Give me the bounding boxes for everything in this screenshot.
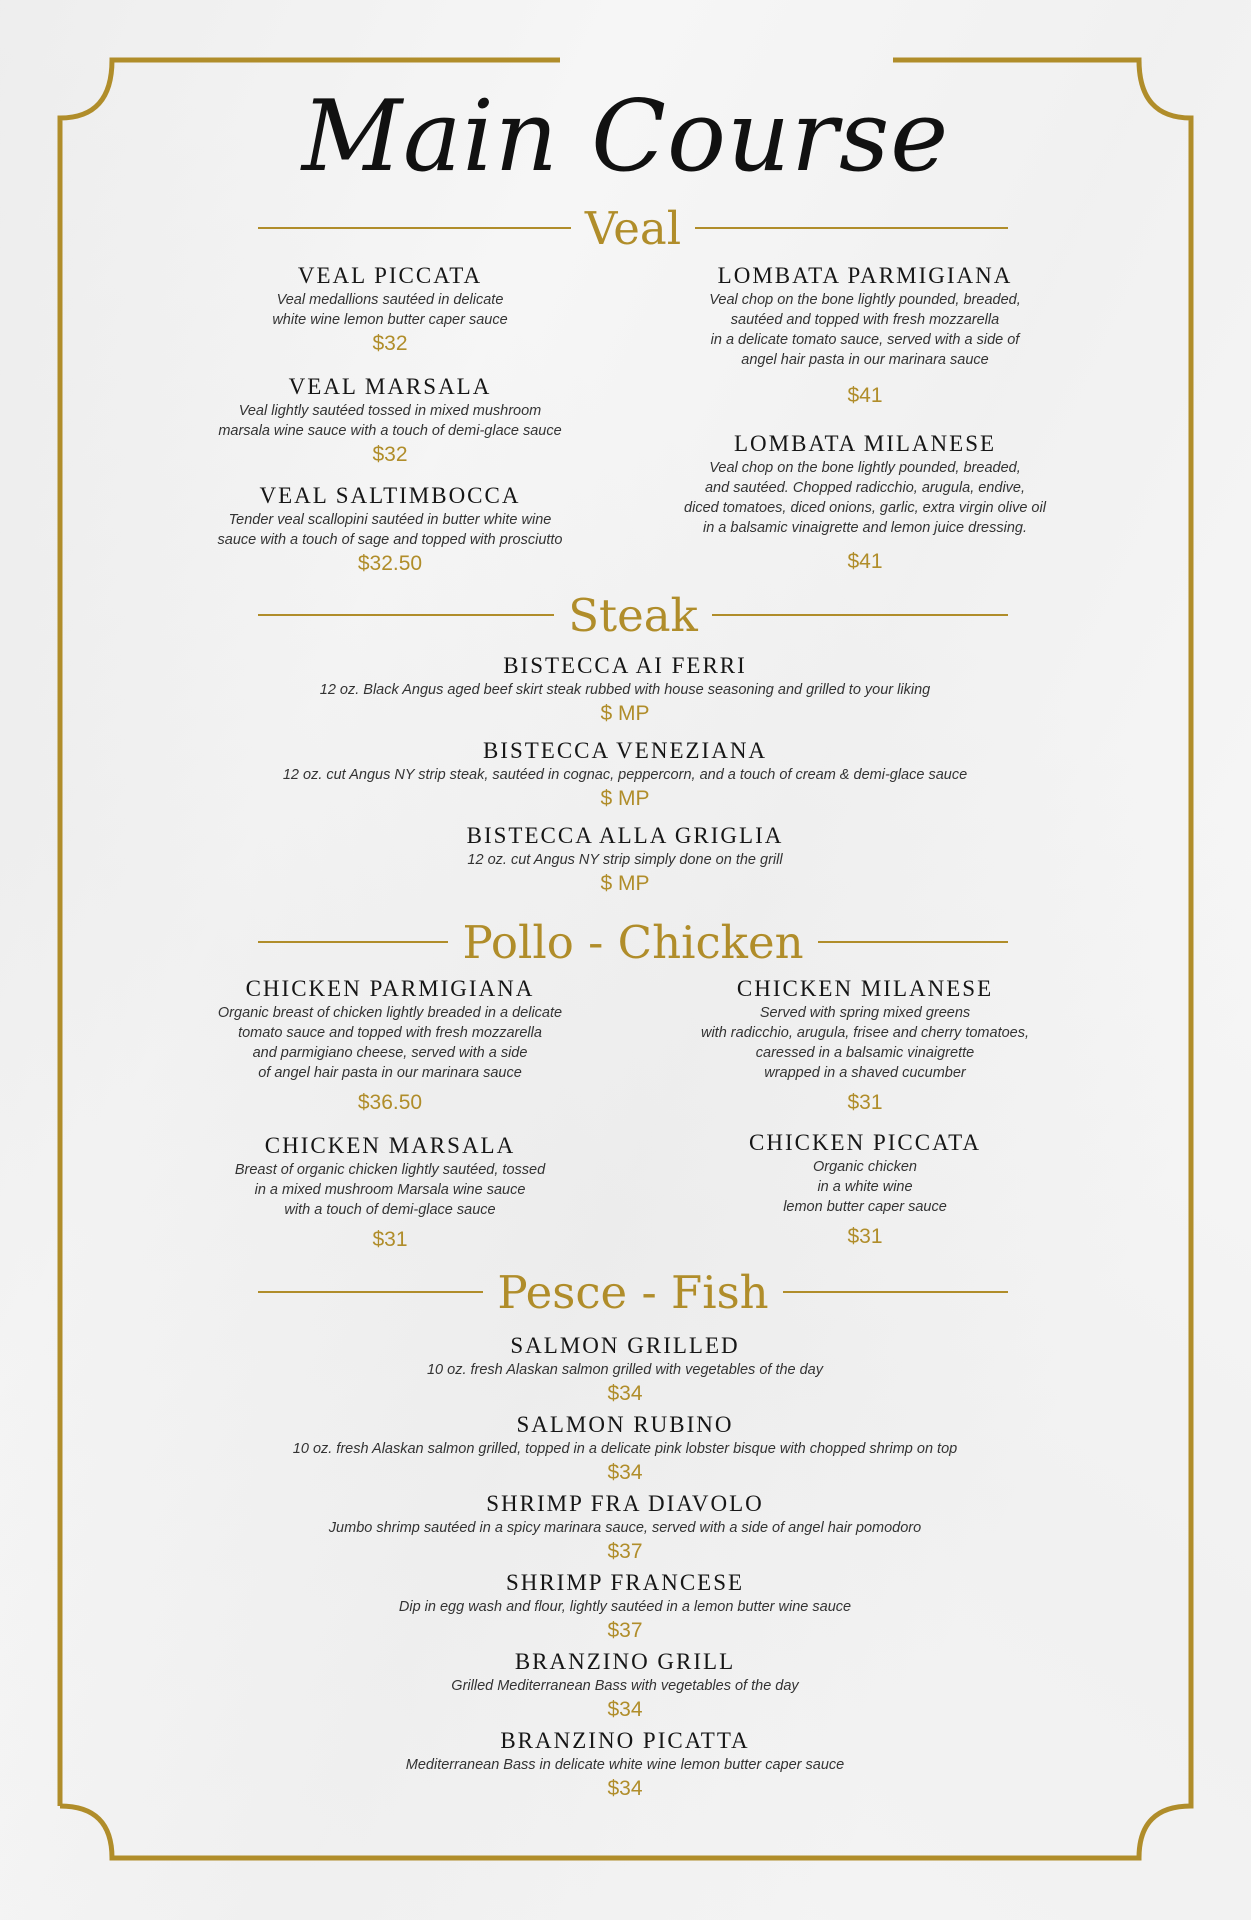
item-desc: and sautéed. Chopped radicchio, arugula, endive,	[704, 480, 1026, 496]
item-desc: 12 oz. cut Angus NY strip simply done on the grill	[467, 852, 783, 868]
item-desc: white wine lemon butter caper sauce	[272, 312, 508, 328]
item-desc: 10 oz. fresh Alaskan salmon grilled, topped in a delicate pink lobster bisque with chopped shrimp on top	[292, 1441, 958, 1457]
item-desc: in a balsamic vinaigrette and lemon juice dressing.	[702, 520, 1027, 536]
item-desc: with radicchio, arugula, frisee and cherry tomatoes,	[700, 1025, 1030, 1041]
item-name: SALMON RUBINO	[516, 1412, 734, 1437]
item-name: VEAL MARSALA	[288, 374, 492, 399]
divider	[258, 1291, 483, 1293]
item-price: $ MP	[600, 787, 650, 810]
menu-item-lombata-milanese	[660, 430, 1070, 576]
item-desc: Breast of organic chicken lightly sautéed, tossed	[234, 1162, 546, 1178]
item-desc: Veal chop on the bone lightly pounded, breaded,	[709, 292, 1021, 308]
item-name: LOMBATA MILANESE	[733, 431, 997, 456]
menu-item-bistecca-veneziana	[200, 737, 1050, 813]
item-name: CHICKEN PICCATA	[749, 1130, 981, 1155]
item-price: $ MP	[600, 872, 650, 895]
menu-item-bistecca-alla-griglia	[200, 822, 1050, 898]
section-header-fish	[258, 1267, 1008, 1317]
item-desc: Veal medallions sautéed in delicate	[276, 292, 504, 308]
divider	[818, 941, 1008, 943]
item-desc: in a white wine	[817, 1179, 913, 1195]
item-name: SHRIMP FRA DIAVOLO	[486, 1491, 764, 1516]
item-desc: Jumbo shrimp sautéed in a spicy marinara sauce, served with a side of angel hair pomodoro	[328, 1520, 922, 1536]
item-name: VEAL SALTIMBOCCA	[259, 483, 521, 508]
section-header-veal	[258, 203, 1008, 253]
menu-item-chicken-marsala	[200, 1132, 580, 1254]
item-desc: sauce with a touch of sage and topped with prosciutto	[217, 532, 563, 548]
item-desc: Organic breast of chicken lightly breaded in a delicate	[217, 1005, 563, 1021]
page-title: Main Course	[301, 80, 950, 194]
item-desc: diced tomatoes, diced onions, garlic, extra virgin olive oil	[684, 500, 1046, 516]
item-desc: wrapped in a shaved cucumber	[764, 1065, 966, 1081]
menu-item-shrimp-fra-diavolo	[200, 1490, 1050, 1566]
item-desc: in a delicate tomato sauce, served with a side of	[710, 332, 1020, 348]
item-price: $34	[607, 1777, 643, 1800]
item-price: $36.50	[357, 1091, 423, 1114]
menu-item-salmon-grilled	[200, 1332, 1050, 1408]
menu-item-veal-saltimbocca	[200, 482, 580, 578]
item-desc: Veal lightly sautéed tossed in mixed mushroom	[238, 403, 542, 419]
menu-item-branzino-picatta	[200, 1727, 1050, 1803]
item-desc: Mediterranean Bass in delicate white wine lemon butter caper sauce	[405, 1757, 845, 1773]
menu-item-chicken-milanese	[660, 975, 1070, 1117]
item-price: $32	[372, 443, 408, 466]
item-name: VEAL PICCATA	[297, 263, 483, 288]
section-title: Steak	[568, 588, 698, 642]
item-desc: of angel hair pasta in our marinara sauce	[258, 1065, 522, 1081]
item-name: LOMBATA PARMIGIANA	[717, 263, 1013, 288]
item-price: $41	[847, 384, 883, 407]
divider	[258, 941, 448, 943]
item-name: CHICKEN PARMIGIANA	[245, 976, 535, 1001]
item-desc: in a mixed mushroom Marsala wine sauce	[254, 1182, 526, 1198]
item-name: BRANZINO GRILL	[514, 1649, 736, 1674]
item-price: $41	[847, 550, 883, 573]
item-name: BISTECCA ALLA GRIGLIA	[466, 823, 784, 848]
item-price: $37	[607, 1540, 643, 1563]
item-desc: 10 oz. fresh Alaskan salmon grilled with vegetables of the day	[426, 1362, 824, 1378]
item-desc: Grilled Mediterranean Bass with vegetables of the day	[451, 1678, 799, 1694]
menu-item-veal-piccata	[200, 262, 580, 358]
item-desc: 12 oz. cut Angus NY strip steak, sautéed in cognac, peppercorn, and a touch of cream & demi-glace sauce	[282, 767, 968, 783]
item-desc: Dip in egg wash and flour, lightly sautéed in a lemon butter wine sauce	[398, 1599, 852, 1615]
item-name: CHICKEN MILANESE	[736, 976, 994, 1001]
item-price: $31	[372, 1228, 408, 1251]
section-title: Veal	[584, 201, 682, 255]
menu-item-bistecca-ai-ferri	[200, 652, 1050, 728]
item-desc: and parmigiano cheese, served with a side	[252, 1045, 528, 1061]
divider	[712, 614, 1008, 616]
item-price: $34	[607, 1382, 643, 1405]
item-name: BISTECCA VENEZIANA	[482, 738, 768, 763]
item-desc: 12 oz. Black Angus aged beef skirt steak rubbed with house seasoning and grilled to your liking	[319, 682, 931, 698]
item-price: $31	[847, 1225, 883, 1248]
item-price: $32.50	[357, 552, 423, 575]
menu-item-veal-marsala	[200, 373, 580, 469]
menu-item-branzino-grill	[200, 1648, 1050, 1724]
item-desc: Organic chicken	[813, 1159, 917, 1175]
section-header-steak	[258, 590, 1008, 640]
item-price: $31	[847, 1091, 883, 1114]
section-title: Pesce - Fish	[497, 1265, 769, 1319]
menu-item-salmon-rubino	[200, 1411, 1050, 1487]
item-name: SALMON GRILLED	[510, 1333, 740, 1358]
item-desc: Served with spring mixed greens	[759, 1005, 971, 1021]
section-header-chicken	[258, 917, 1008, 967]
divider	[258, 614, 554, 616]
item-name: BRANZINO PICATTA	[500, 1728, 750, 1753]
item-desc: Veal chop on the bone lightly pounded, breaded,	[709, 460, 1021, 476]
item-desc: angel hair pasta in our marinara sauce	[741, 352, 989, 368]
item-desc: tomato sauce and topped with fresh mozzarella	[238, 1025, 542, 1041]
item-name: BISTECCA AI FERRI	[503, 653, 747, 678]
item-price: $37	[607, 1619, 643, 1642]
divider	[783, 1291, 1008, 1293]
divider	[695, 227, 1008, 229]
item-price: $34	[607, 1698, 643, 1721]
menu-item-chicken-parmigiana	[200, 975, 580, 1117]
item-name: SHRIMP FRANCESE	[505, 1570, 745, 1595]
item-price: $34	[607, 1461, 643, 1484]
item-name: CHICKEN MARSALA	[264, 1133, 516, 1158]
item-price: $ MP	[600, 702, 650, 725]
section-title: Pollo - Chicken	[462, 915, 804, 969]
item-desc: marsala wine sauce with a touch of demi-glace sauce	[218, 423, 562, 439]
item-desc: lemon butter caper sauce	[783, 1199, 947, 1215]
menu-item-chicken-piccata	[660, 1129, 1070, 1251]
menu-item-shrimp-francese	[200, 1569, 1050, 1645]
item-desc: with a touch of demi-glace sauce	[284, 1202, 496, 1218]
divider	[258, 227, 571, 229]
menu-item-lombata-parmigiana	[660, 262, 1070, 410]
item-desc: sautéed and topped with fresh mozzarella	[730, 312, 1000, 328]
item-price: $32	[372, 332, 408, 355]
item-desc: caressed in a balsamic vinaigrette	[755, 1045, 975, 1061]
item-desc: Tender veal scallopini sautéed in butter white wine	[228, 512, 552, 528]
